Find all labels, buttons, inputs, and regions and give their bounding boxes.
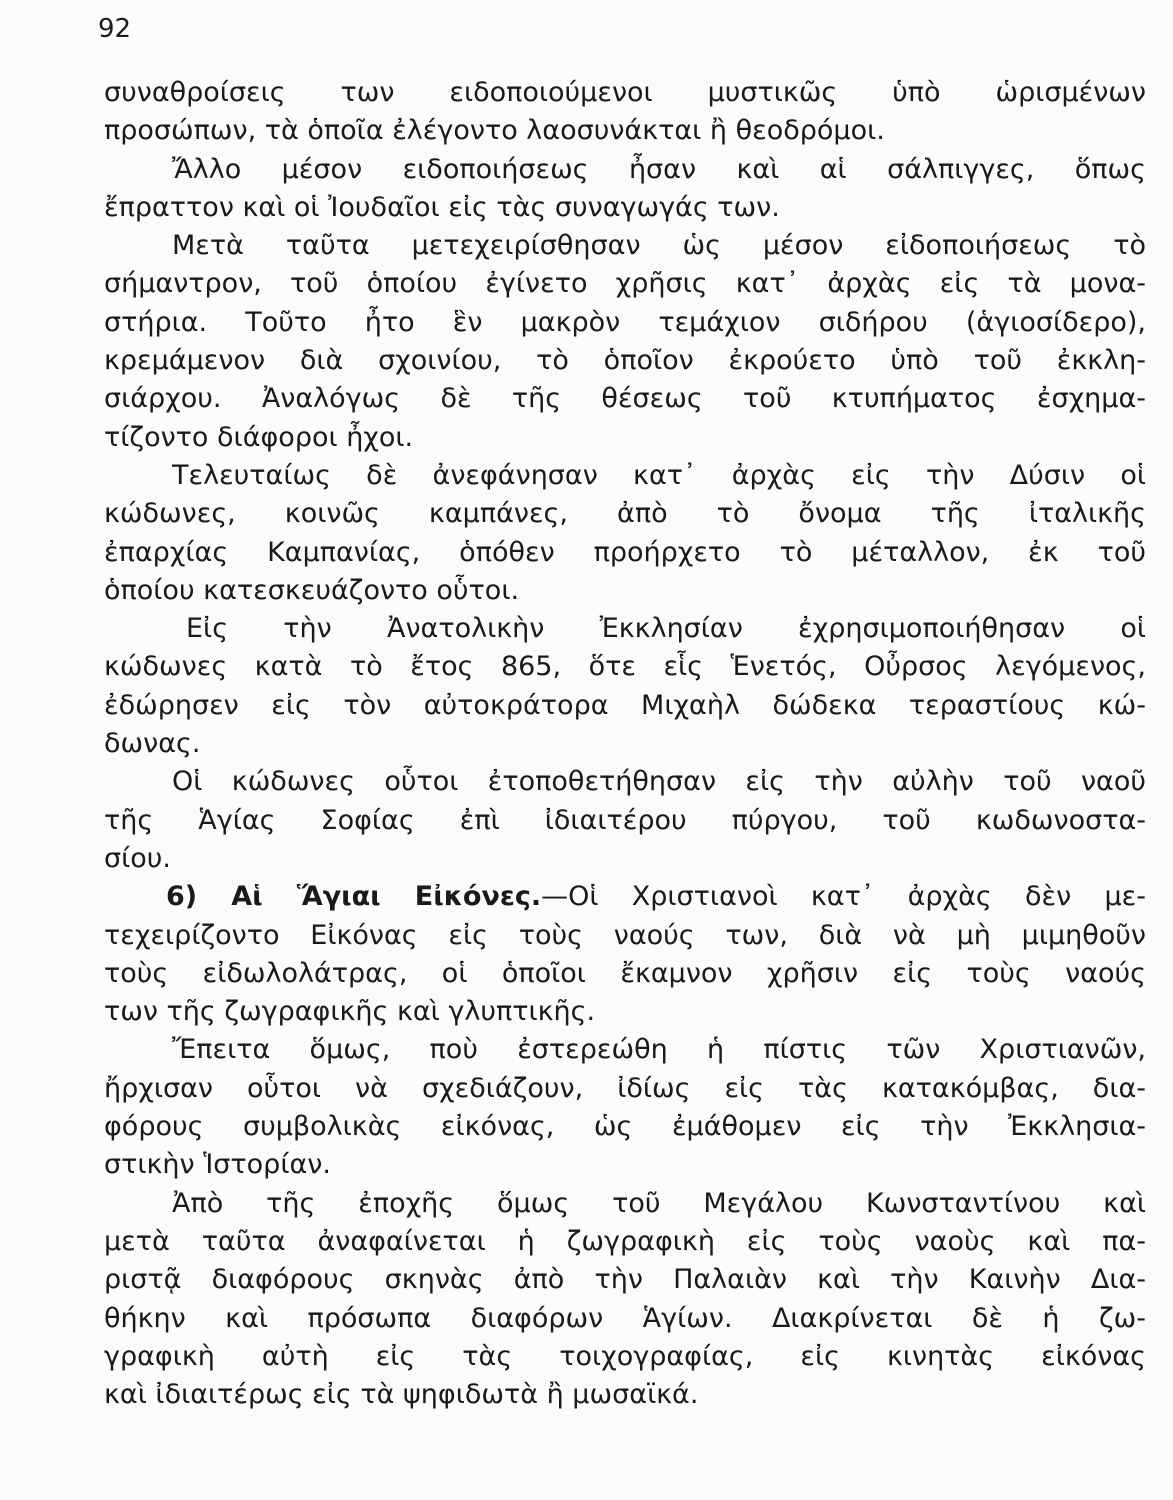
text-line: ριστᾷ διαφόρους σκηνὰς ἀπὸ τὴν Παλαιὰν καὶ τὴν Καινὴν Δια- (104, 1264, 1146, 1296)
text-line: κρεμάμενον διὰ σχοινίου, τὸ ὁποῖον ἐκρούετο ὑπὸ τοῦ ἐκκλη- (104, 345, 1146, 377)
paragraph-7 (104, 878, 1146, 1031)
text-line: φόρους συμβολικὰς εἰκόνας, ὡς ἐμάθομεν εἰς τὴν Ἐκκλησια- (104, 1111, 1146, 1143)
text-line: Τελευταίως δὲ ἀνεφάνησαν κατ᾽ ἀρχὰς εἰς τὴν Δύσιν οἱ (172, 459, 1146, 491)
text-line: συναθροίσεις των ειδοποιούμενοι μυστικῶς ὑπὸ ὡρισμένων (104, 77, 1146, 108)
paragraph-1 (104, 74, 1146, 151)
paragraph-5 (104, 610, 1146, 763)
paragraph-3 (104, 227, 1146, 457)
text-line: ἐδώρησεν εἰς τὸν αὐτοκράτορα Μιχαὴλ δώδεκα τεραστίους κώ- (104, 689, 1146, 721)
text-line: σίου. (104, 842, 171, 874)
section-heading: 6) Αἱ Ἅγιαι Εἰκόνες. (166, 881, 542, 913)
paragraph-4 (104, 457, 1146, 610)
paragraph-9 (104, 1185, 1146, 1415)
text-line: τεχειρίζοντο Εἰκόνας εἰς τοὺς ναούς των, διὰ νὰ μὴ μιμηθοῦν (104, 919, 1146, 951)
text-line: τοὺς εἰδωλολάτρας, οἱ ὁποῖοι ἔκαμνον χρῆσιν εἰς τοὺς ναούς (104, 957, 1146, 989)
text-line: Μετὰ ταῦτα μετεχειρίσθησαν ὡς μέσον εἰδοποιήσεως τὸ (172, 230, 1146, 262)
page-number: 92 (98, 14, 132, 44)
text-line: τίζοντο διάφοροι ἦχοι. (104, 421, 414, 453)
text-line: ἔπραττον καὶ οἱ Ἰουδαῖοι εἰς τὰς συναγωγάς των. (104, 191, 780, 223)
text-line: των τῆς ζωγραφικῆς καὶ γλυπτικῆς. (104, 996, 596, 1028)
text-line: κώδωνες κατὰ τὸ ἔτος 865, ὅτε εἷς Ἑνετός, Οὖρσος λεγόμενος, (104, 651, 1146, 683)
heading-continuation: —Οἱ Χριστιανοὶ κατ᾽ ἀρχὰς δὲν με- (541, 881, 1146, 913)
text-line: Ἔπειτα ὅμως, ποὺ ἐστερεώθη ἡ πίστις τῶν Χριστιανῶν, (172, 1034, 1146, 1066)
text-line: ἤρχισαν οὗτοι νὰ σχεδιάζουν, ἰδίως εἰς τὰς κατακόμβας, δια- (104, 1072, 1146, 1104)
text-line: στήρια. Τοῦτο ἦτο ἓν μακρὸν τεμάχιον σιδήρου (ἁγιοσίδερο), (104, 306, 1146, 338)
text-line: κώδωνες, κοινῶς καμπάνες, ἀπὸ τὸ ὄνομα τῆς ἰταλικῆς (104, 498, 1146, 530)
text-line (104, 878, 1146, 916)
text-line: προσώπων, τὰ ὁποῖα ἐλέγοντο λαοσυνάκται ἢ θεοδρόμοι. (104, 115, 885, 147)
text-line: ἐπαρχίας Καμπανίας, ὁπόθεν προήρχετο τὸ μέταλλον, ἐκ τοῦ (104, 536, 1146, 568)
text-line: στικὴν Ἱστορίαν. (104, 1149, 331, 1181)
text-line: δωνας. (104, 728, 201, 760)
text-line: γραφικὴ αὐτὴ εἰς τὰς τοιχογραφίας, εἰς κινητὰς εἰκόνας (104, 1340, 1146, 1372)
text-line: σήμαντρον, τοῦ ὁποίου ἐγίνετο χρῆσις κατ᾽ ἀρχὰς εἰς τὰ μονα- (104, 268, 1146, 300)
text-line: καὶ ἰδιαιτέρως εἰς τὰ ψηφιδωτὰ ἢ μωσαϊκά. (104, 1379, 699, 1411)
text-line: Εἰς τὴν Ἀνατολικὴν Ἐκκλησίαν ἐχρησιμοποιήθησαν οἱ (186, 613, 1146, 645)
text-line: σιάρχου. Ἀναλόγως δὲ τῆς θέσεως τοῦ κτυπήματος ἐσχημα- (104, 383, 1146, 415)
text-line: ὁποίου κατεσκευάζοντο οὗτοι. (104, 574, 520, 606)
text-line: θήκην καὶ πρόσωπα διαφόρων Ἁγίων. Διακρίνεται δὲ ἡ ζω- (104, 1302, 1146, 1334)
text-line: Ἄλλο μέσον ειδοποιήσεως ἦσαν καὶ αἱ σάλπιγγες, ὅπως (172, 153, 1146, 185)
paragraph-8 (104, 1031, 1146, 1184)
paragraph-6 (104, 763, 1146, 878)
text-line: μετὰ ταῦτα ἀναφαίνεται ἡ ζωγραφικὴ εἰς τοὺς ναοὺς καὶ πα- (104, 1225, 1146, 1257)
text-line: τῆς Ἁγίας Σοφίας ἐπὶ ἰδιαιτέρου πύργου, τοῦ κωδωνοστα- (104, 804, 1146, 836)
paragraph-2 (104, 151, 1146, 228)
text-line: Ἀπὸ τῆς ἐποχῆς ὅμως τοῦ Μεγάλου Κωνσταντίνου καὶ (172, 1187, 1146, 1219)
text-line: Οἱ κώδωνες οὗτοι ἐτοποθετήθησαν εἰς τὴν αὐλὴν τοῦ ναοῦ (172, 766, 1146, 798)
page-body (104, 74, 1146, 1414)
